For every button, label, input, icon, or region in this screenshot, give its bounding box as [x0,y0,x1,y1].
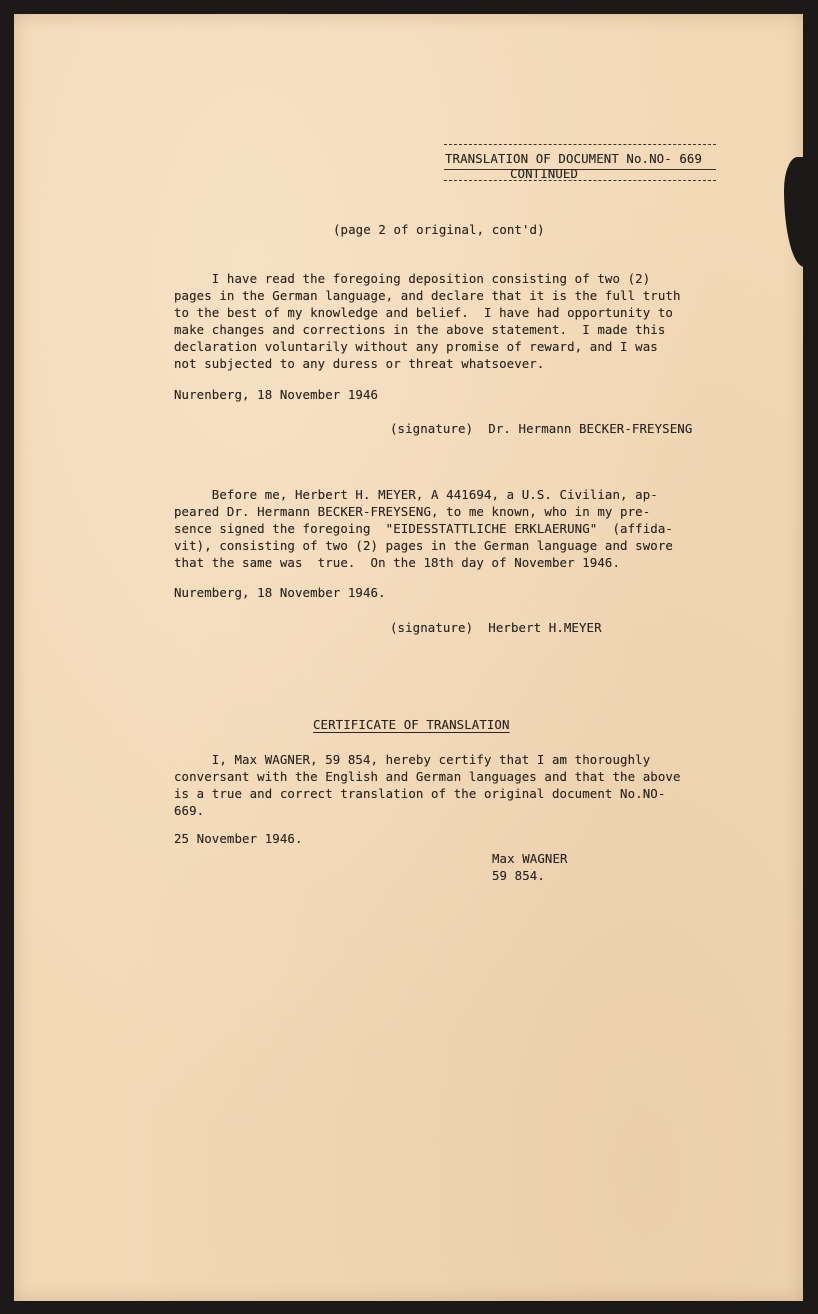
certificate-line: is a true and correct translation of the original document No.NO- [174,786,666,801]
affidavit-line: sence signed the foregoing "EIDESSTATTLICHE ERKLAERUNG" (affida- [174,521,673,536]
header-top-rule [444,144,716,145]
certificate-line: I, Max WAGNER, 59 854, hereby certify that I am thoroughly [174,752,651,767]
continued-label: CONTINUED [510,166,579,181]
affidavit-signature: (signature) Herbert H.MEYER [390,620,602,635]
signer-name: Max WAGNER [492,851,568,866]
document-page [14,14,803,1301]
declaration-signature: (signature) Dr. Hermann BECKER-FREYSENG [390,421,693,436]
affidavit-line: vit), consisting of two (2) pages in the German language and swore [174,538,673,553]
declaration-line: pages in the German language, and declare that it is the full truth [174,288,681,303]
affidavit-line: Before me, Herbert H. MEYER, A 441694, a U.S. Civilian, ap- [174,487,658,502]
signer-number: 59 854. [492,868,545,883]
certificate-heading: CERTIFICATE OF TRANSLATION [313,717,510,732]
page-note: (page 2 of original, cont'd) [333,222,545,237]
header-mid-rule [444,169,716,170]
affidavit-line: that the same was true. On the 18th day of November 1946. [174,555,621,570]
certificate-date: 25 November 1946. [174,831,303,846]
declaration-place-date: Nurenberg, 18 November 1946 [174,387,379,402]
header-bottom-rule [444,180,716,181]
declaration-line: not subjected to any duress or threat whatsoever. [174,356,545,371]
affidavit-place-date: Nuremberg, 18 November 1946. [174,585,386,600]
declaration-line: make changes and corrections in the above statement. I made this [174,322,666,337]
certificate-line: 669. [174,803,205,818]
declaration-line: I have read the foregoing deposition consisting of two (2) [174,271,651,286]
declaration-line: declaration voluntarily without any promise of reward, and I was [174,339,658,354]
declaration-line: to the best of my knowledge and belief. I have had opportunity to [174,305,673,320]
certificate-line: conversant with the English and German languages and that the above [174,769,681,784]
document-title: TRANSLATION OF DOCUMENT No.NO- 669 [445,151,703,166]
affidavit-line: peared Dr. Hermann BECKER-FREYSENG, to me known, who in my pre- [174,504,651,519]
